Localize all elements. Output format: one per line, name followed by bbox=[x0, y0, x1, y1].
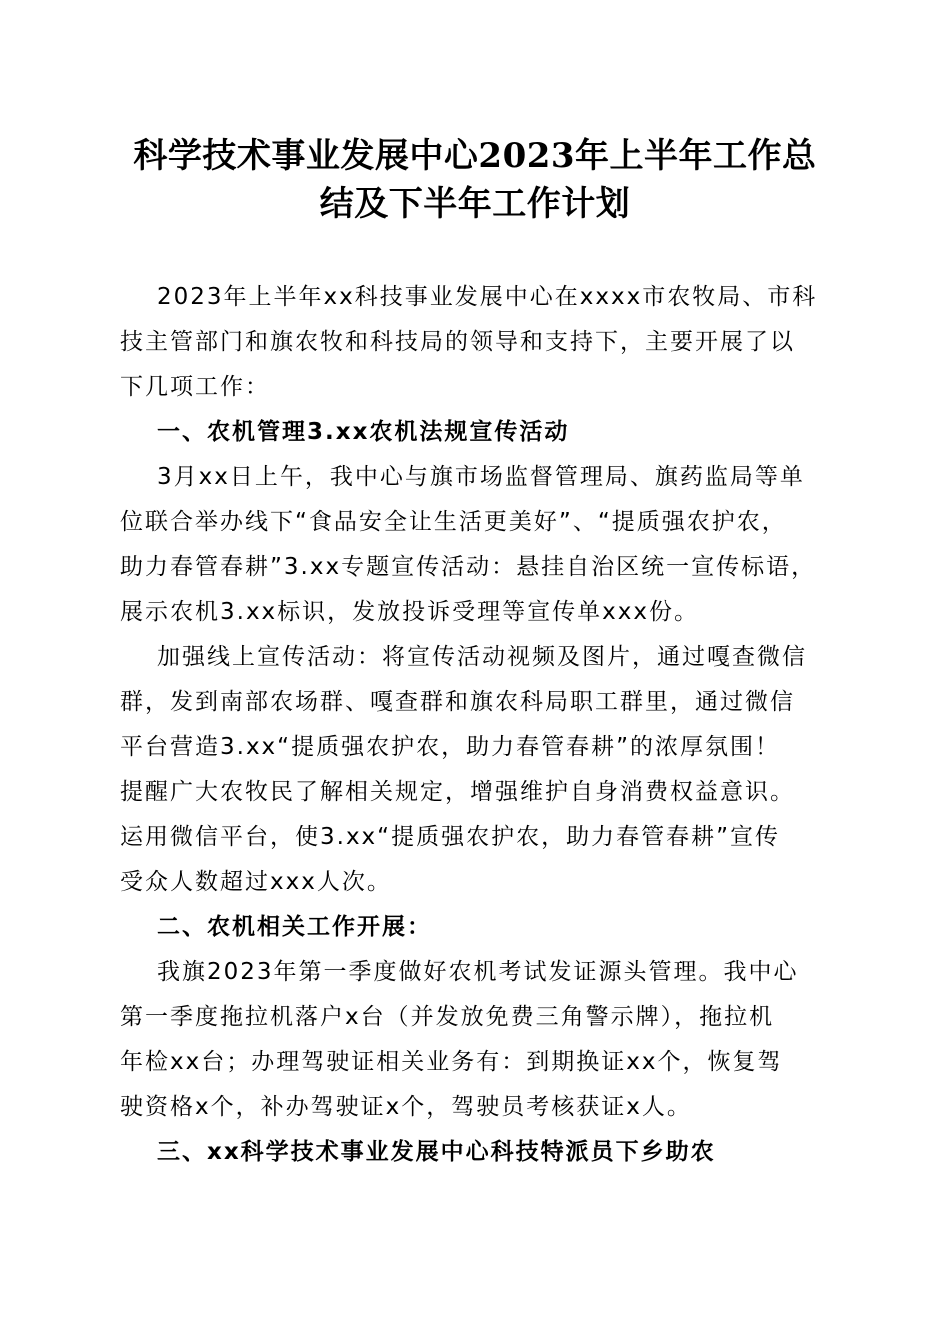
document-title bbox=[100, 132, 850, 228]
paragraph-line: 我旗2023年第一季度做好农机考试发证源头管理。我中心 bbox=[157, 959, 799, 985]
paragraph-line: 驶资格x个，补办驾驶证x个，驾驶员考核获证x人。 bbox=[120, 1094, 692, 1120]
section-heading-1: 一、农机管理3.xx农机法规宣传活动 bbox=[157, 419, 570, 445]
paragraph-line: 位联合举办线下“食品安全让生活更美好”、“提质强农护农， bbox=[120, 509, 787, 535]
paragraph-line: 第一季度拖拉机落户x台（并发放免费三角警示牌），拖拉机 bbox=[120, 1004, 775, 1030]
intro-paragraph-line: 技主管部门和旗农牧和科技局的领导和支持下，主要开展了以 bbox=[120, 329, 795, 355]
section-heading-3: 三、xx科学技术事业发展中心科技特派员下乡助农 bbox=[157, 1139, 716, 1165]
title-line-1: 科学技术事业发展中心2023年上半年工作总 bbox=[133, 136, 817, 176]
section-heading-2: 二、农机相关工作开展： bbox=[157, 914, 432, 940]
title-line-2: 结及下半年工作计划 bbox=[319, 184, 631, 224]
paragraph-line: 加强线上宣传活动：将宣传活动视频及图片，通过嘎查微信 bbox=[157, 644, 807, 670]
document-body bbox=[120, 275, 840, 1175]
paragraph-line: 运用微信平台，使3.xx“提质强农护农，助力春管春耕”宣传 bbox=[120, 824, 780, 850]
paragraph-line: 展示农机3.xx标识，发放投诉受理等宣传单xxx份。 bbox=[120, 599, 700, 625]
paragraph-line: 3月xx日上午，我中心与旗市场监督管理局、旗药监局等单 bbox=[157, 464, 805, 490]
intro-paragraph-line: 下几项工作： bbox=[120, 374, 270, 400]
paragraph-line: 提醒广大农牧民了解相关规定，增强维护自身消费权益意识。 bbox=[120, 779, 795, 805]
paragraph-line: 年检xx台；办理驾驶证相关业务有：到期换证xx个，恢复驾 bbox=[120, 1049, 783, 1075]
paragraph-line: 群，发到南部农场群、嘎查群和旗农科局职工群里，通过微信 bbox=[120, 689, 795, 715]
intro-paragraph-line: 2023年上半年xx科技事业发展中心在xxxx市农牧局、市科 bbox=[157, 284, 818, 310]
paragraph-line: 平台营造3.xx“提质强农护农，助力春管春耕”的浓厚氛围！ bbox=[120, 734, 780, 760]
paragraph-line: 受众人数超过xxx人次。 bbox=[120, 869, 392, 895]
paragraph-line: 助力春管春耕”3.xx专题宣传活动：悬挂自治区统一宣传标语， bbox=[120, 554, 817, 580]
